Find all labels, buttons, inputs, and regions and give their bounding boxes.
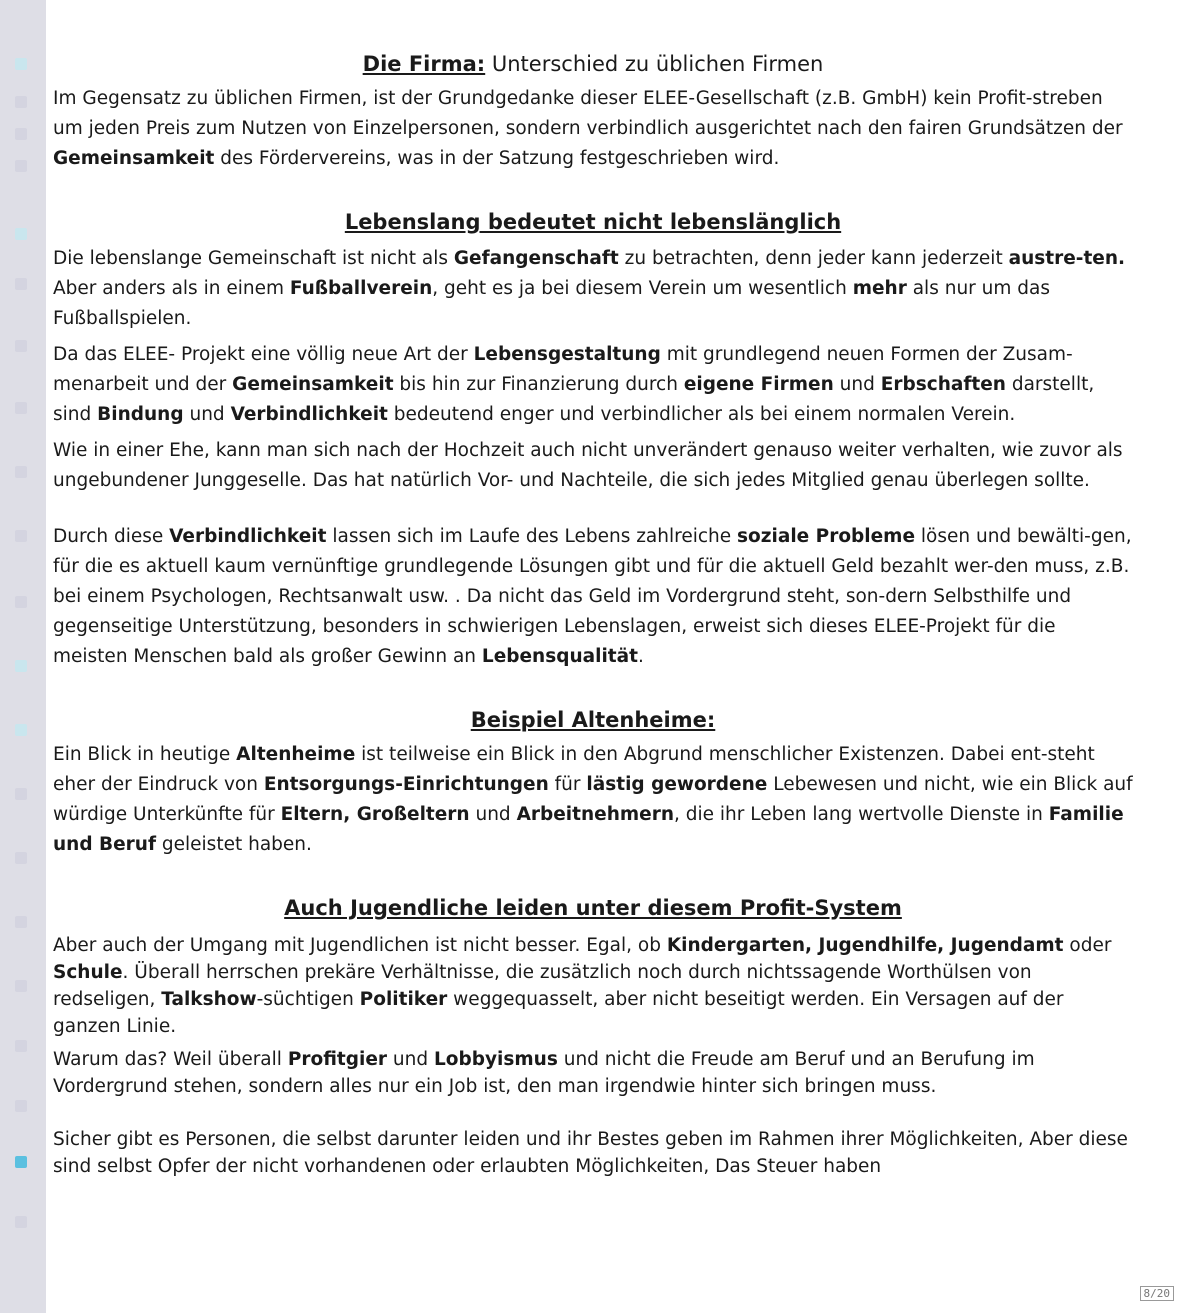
margin-marker xyxy=(15,1216,27,1228)
paragraph: Aber auch der Umgang mit Jugendlichen ist nicht besser. Egal, ob Kindergarten, Jugendhilfe, Jugendamt oder Schule. Überall herrschen prekäre Verhältnisse, die zusätzlich noch durch nichtssagende Worthülsen von redseligen, Talkshow-süchtigen Politiker weggequasselt, aber nicht beseitigt werden. Ein Versagen auf der ganzen Linie. xyxy=(53,935,1112,1037)
paragraph: Ein Blick in heutige Altenheime ist teilweise ein Blick in den Abgrund menschlicher Existenzen. Dabei ent-steht eher der Eindruck von Entsorgungs-Einrichtungen für lästig gewordene Lebewesen und nicht, wie ein Blick auf würdige Unterkünfte für Eltern, Großeltern und Arbeitnehmern, die ihr Leben lang wertvolle Dienste in Familie und Beruf geleistet haben. xyxy=(53,744,1133,855)
margin-marker xyxy=(15,724,27,736)
margin-marker xyxy=(15,466,27,478)
margin-marker xyxy=(15,340,27,352)
paragraph: Im Gegensatz zu üblichen Firmen, ist der Grundgedanke dieser ELEE-Gesellschaft (z.B. GmbH) kein Profit-streben um jeden Preis zum Nutzen von Einzelpersonen, sondern verbindlich ausgerichtet nach den fairen Grundsätzen der Gemeinsamkeit des Fördervereins, was in der Satzung festgeschrieben wird. xyxy=(53,88,1123,169)
paragraph: Sicher gibt es Personen, die selbst darunter leiden und ihr Bestes geben im Rahmen ihrer Möglichkeiten, Aber diese sind selbst Opfer der nicht vorhandenen oder erlaubten Möglichkeiten, Das Steuer haben xyxy=(53,1129,1128,1177)
margin-marker xyxy=(15,160,27,172)
heading-lebenslang: Lebenslang bedeutet nicht lebenslänglich xyxy=(344,210,842,234)
margin-marker xyxy=(15,788,27,800)
margin-marker xyxy=(15,530,27,542)
margin-marker xyxy=(15,596,27,608)
margin-marker xyxy=(15,980,27,992)
page-margin-strip xyxy=(0,0,46,1313)
margin-marker xyxy=(15,58,27,70)
margin-marker xyxy=(15,660,27,672)
margin-marker xyxy=(15,1156,27,1168)
paragraph: Die lebenslange Gemeinschaft ist nicht als Gefangenschaft zu betrachten, denn jeder kann jederzeit austre-ten. Aber anders als in einem Fußballverein, geht es ja bei diesem Verein um wesentlich mehr als nur um das Fußballspielen. xyxy=(53,248,1126,329)
paragraph: Wie in einer Ehe, kann man sich nach der Hochzeit auch nicht unverändert genauso weiter verhalten, wie zuvor als ungebundener Junggeselle. Das hat natürlich Vor- und Nachteile, die sich jedes Mitglied genau überlegen sollte. xyxy=(53,440,1123,491)
margin-marker xyxy=(15,228,27,240)
margin-marker xyxy=(15,96,27,108)
margin-marker xyxy=(15,1100,27,1112)
page-number: 8/20 xyxy=(1140,1286,1175,1301)
margin-marker xyxy=(15,402,27,414)
heading-die-firma: Die Firma: Unterschied zu üblichen Firmen xyxy=(362,52,824,76)
margin-marker xyxy=(15,278,27,290)
margin-marker xyxy=(15,852,27,864)
margin-marker xyxy=(15,128,27,140)
paragraph: Da das ELEE- Projekt eine völlig neue Art der Lebensgestaltung mit grundlegend neuen Formen der Zusam-menarbeit und der Gemeinsamkeit bis hin zur Finanzierung durch eigene Firmen und Erbschaften darstellt, sind Bindung und Verbindlichkeit bedeutend enger und verbindlicher als bei einem normalen Verein. xyxy=(53,344,1095,425)
paragraph: Durch diese Verbindlichkeit lassen sich im Laufe des Lebens zahlreiche soziale Probleme lösen und bewälti-gen, für die es aktuell kaum vernünftige grundlegende Lösungen gibt und für die aktuell Geld bezahlt wer-den muss, z.B. bei einem Psychologen, Rechtsanwalt usw. . Da nicht das Geld im Vordergrund steht, son-dern Selbsthilfe und gegenseitige Unterstützung, besonders in schwierigen Lebenslagen, erweist sich dieses ELEE-Projekt für die meisten Menschen bald als großer Gewinn an Lebensqualität. xyxy=(53,526,1132,667)
paragraph: Warum das? Weil überall Profitgier und Lobbyismus und nicht die Freude am Beruf und an Berufung im Vordergrund stehen, sondern alles nur ein Job ist, den man irgendwie hinter sich bringen muss. xyxy=(53,1049,1035,1097)
heading-beispiel-altenheime: Beispiel Altenheime: xyxy=(470,708,716,732)
document-body xyxy=(53,48,1133,1180)
margin-marker xyxy=(15,1040,27,1052)
margin-marker xyxy=(15,916,27,928)
heading-jugendliche: Auch Jugendliche leiden unter diesem Profit-System xyxy=(284,896,902,920)
